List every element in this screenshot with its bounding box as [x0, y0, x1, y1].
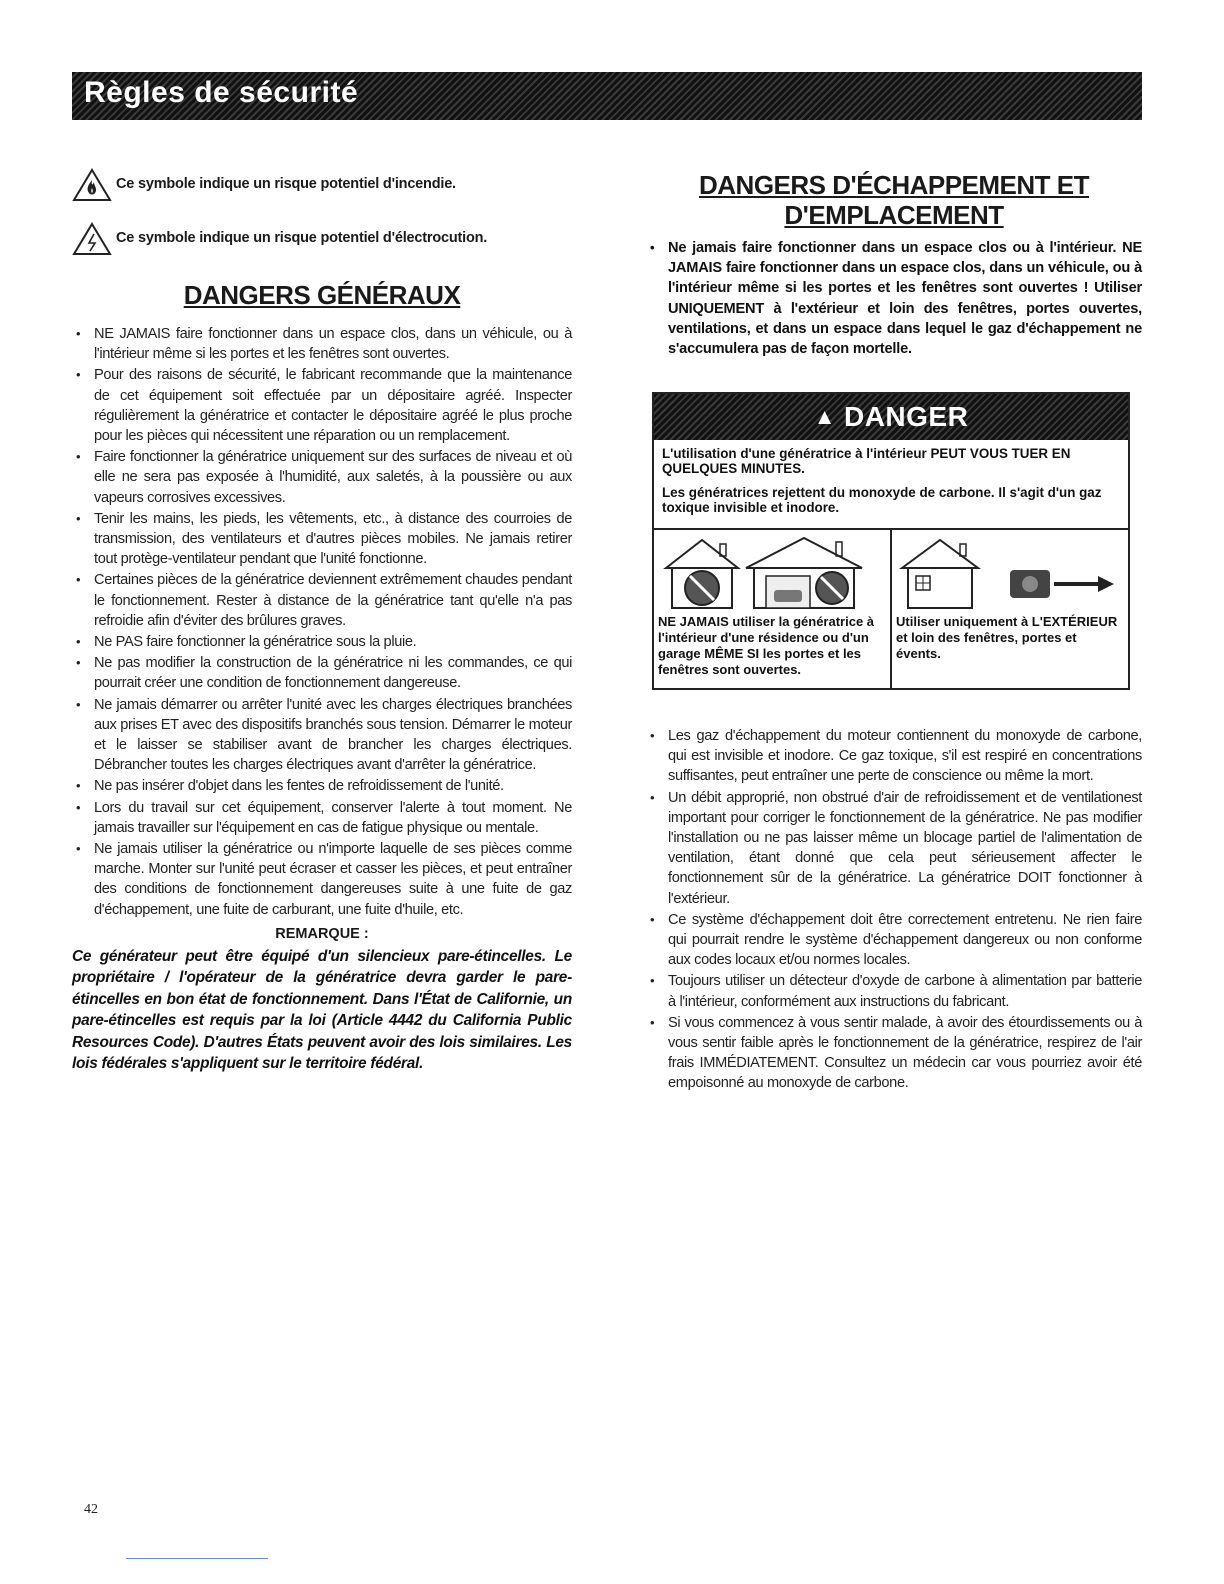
house-garage-prohibited-icon — [654, 530, 890, 612]
exhaust-bold-list — [646, 238, 1142, 359]
outdoor-only-caption: Utiliser uniquement à L'EXTÉRIEUR et loin des fenêtres, portes et évents. — [896, 614, 1118, 661]
outdoor-only-panel — [892, 530, 1128, 690]
exhaust-items-block — [646, 726, 1142, 1094]
danger-illustrations — [654, 528, 1128, 690]
list-item: • Toujours utiliser un détecteur d'oxyde de carbone à alimentation par batterie à l'intérieur, conformément aux instructions du fabricant. — [646, 971, 1142, 1011]
general-dangers-list — [72, 324, 572, 920]
exhaust-title-line2: D'EMPLACEMENT — [784, 200, 1004, 230]
danger-header — [654, 394, 1128, 440]
list-item: • NE JAMAIS faire fonctionner dans un espace clos, dans un véhicule, ou à l'intérieur même si les portes et les fenêtres sont ouvertes. — [72, 324, 572, 364]
indoor-prohibited-panel — [654, 530, 892, 690]
remark-label: REMARQUE : — [275, 925, 369, 942]
list-item: • Les gaz d'échappement du moteur contiennent du monoxyde de carbone, qui est invisible et inodore. Ce gaz toxique, s'il est respiré en concentrations suffisantes, peut entraîner une perte de conscience ou même la mort. — [646, 726, 1142, 787]
remark-text: Ce générateur peut être équipé d'un silencieux pare-étincelles. Le propriétaire / l'opérateur de la génératrice devra garder le pare-étincelles en bon état de fonctionnement. Dans l'État de Californie, un pare-étincelles est requis par la loi (Article 4442 du California Public Resources Code). D'autres États peuvent avoir des lois similaires. Les lois fédérales s'appliquent sur le territoire fédéral. — [72, 947, 572, 1073]
electric-symbol-line — [72, 224, 572, 256]
warning-triangle-icon: ▲ — [813, 404, 836, 429]
outdoor-generator-icon — [892, 530, 1126, 612]
footer-divider — [126, 1558, 268, 1559]
danger-heading: DANGER — [843, 401, 969, 432]
danger-paragraph-2: Les génératrices rejettent du monoxyde de carbone. Il s'agit d'un gaz toxique invisible et inodore. — [662, 485, 1102, 515]
electric-warning-icon — [72, 222, 112, 256]
list-item: • Pour des raisons de sécurité, le fabricant recommande que la maintenance de cet équipement soit effectuée par un dépositaire agréé. Inspecter régulièrement la génératrice et contacter le dépositaire agréé le plus proche pour les pièces qui nécessitent une réparation ou un remplacement. — [72, 365, 572, 446]
list-item: • Un débit approprié, non obstrué d'air de refroidissement et de ventilationest important pour corriger le fonctionnement de la génératrice. Ne pas modifier l'installation ou ne pas laisser même un blocage partiel de l'alimentation de ventilation, étant donné que cela peut sérieusement affecter le fonctionnement sûr de la génératrice. La génératrice DOIT fonctionner à l'extérieur. — [646, 788, 1142, 909]
danger-paragraph-1: L'utilisation d'une génératrice à l'intérieur PEUT VOUS TUER EN QUELQUES MINUTES. — [662, 446, 1071, 476]
list-item: • Ne jamais utiliser la génératrice ou n'importe laquelle de ses pièces comme marche. Monter sur l'unité peut écraser et casser les pièces, et peut entraîner des conditions de fonctionnement dangereuses suite à une fuite de gaz d'échappement, une fuite de carburant, une fuite d'huile, etc. — [72, 839, 572, 920]
left-column — [72, 170, 572, 1075]
page-number: 42 — [84, 1502, 98, 1517]
exhaust-title-line1: DANGERS D'ÉCHAPPEMENT ET — [699, 170, 1089, 200]
list-item: • Ne jamais démarrer ou arrêter l'unité avec les charges électriques branchées aux prises ET avec des dispositifs branchés sous tension. Démarrer le moteur et le laisser se stabiliser avant de brancher les charges électriques. Débrancher toutes les charges électriques avant d'arrêter la génératrice. — [72, 695, 572, 776]
indoor-prohibited-caption: NE JAMAIS utiliser la génératrice à l'intérieur d'une résidence ou d'un garage MÊME SI les portes et les fenêtres sont ouvertes. — [658, 614, 875, 677]
list-item: • Ne PAS faire fonctionner la génératrice sous la pluie. — [72, 632, 572, 652]
danger-text — [654, 440, 1128, 515]
general-dangers-title: DANGERS GÉNÉRAUX — [183, 280, 461, 310]
electric-symbol-text: Ce symbole indique un risque potentiel d'électrocution. — [116, 230, 488, 246]
page-title: Règles de sécurité — [84, 76, 359, 109]
list-item: • Si vous commencez à vous sentir malade, à avoir des étourdissements ou à vous sentir faible après le fonctionnement de la génératrice, respirez de l'air frais IMMÉDIATEMENT. Consultez un médecin car vous pourriez avoir été empoisonné au monoxyde de carbone. — [646, 1013, 1142, 1094]
exhaust-bold-item: • Ne jamais faire fonctionner dans un espace clos ou à l'intérieur. NE JAMAIS faire fonctionner dans un espace clos, dans un véhicule, ou à l'intérieur même si les portes et les fenêtres sont ouvertes ! Utiliser UNIQUEMENT à l'extérieur et loin des fenêtres, portes ouvertes, ventilations, et dans un espace dans lequel le gaz d'échappement ne s'accumulera pas de façon mortelle. — [646, 238, 1142, 359]
list-item: • Certaines pièces de la génératrice deviennent extrêmement chaudes pendant le fonctionnement. Rester à distance de la génératrice tant qu'elle n'a pas refroidie afin d'éviter des brûlures graves. — [72, 570, 572, 631]
list-item: • Ne pas insérer d'objet dans les fentes de refroidissement de l'unité. — [72, 776, 572, 796]
list-item: • Ce système d'échappement doit être correctement entretenu. Ne rien faire qui pourrait rendre le système d'échappement dangereux ou non conforme aux codes locaux et/ou normes locales. — [646, 910, 1142, 971]
fire-symbol-text: Ce symbole indique un risque potentiel d'incendie. — [116, 176, 456, 192]
list-item: • Faire fonctionner la génératrice uniquement sur des surfaces de niveau et où elle ne sera pas exposée à l'humidité, aux saletés, à la poussière ou aux vapeurs corrosives excessives. — [72, 447, 572, 508]
list-item: • Tenir les mains, les pieds, les vêtements, etc., à distance des courroies de transmission, des ventilateurs et d'autres pièces mobiles. Ne jamais retirer tout protège-ventilateur pendant que l'unité fonctionne. — [72, 509, 572, 570]
section-header-bar — [72, 72, 1142, 120]
fire-symbol-line — [72, 170, 572, 202]
exhaust-dangers-list — [646, 726, 1142, 1094]
fire-warning-icon — [72, 168, 112, 202]
right-column — [646, 170, 1142, 359]
danger-warning-box — [652, 392, 1130, 690]
list-item: • Lors du travail sur cet équipement, conserver l'alerte à tout moment. Ne jamais travailler sur l'équipement en cas de fatigue physique ou mentale. — [72, 798, 572, 838]
list-item: • Ne pas modifier la construction de la génératrice ni les commandes, ce qui pourrait créer une condition de fonctionnement dangereuse. — [72, 653, 572, 693]
